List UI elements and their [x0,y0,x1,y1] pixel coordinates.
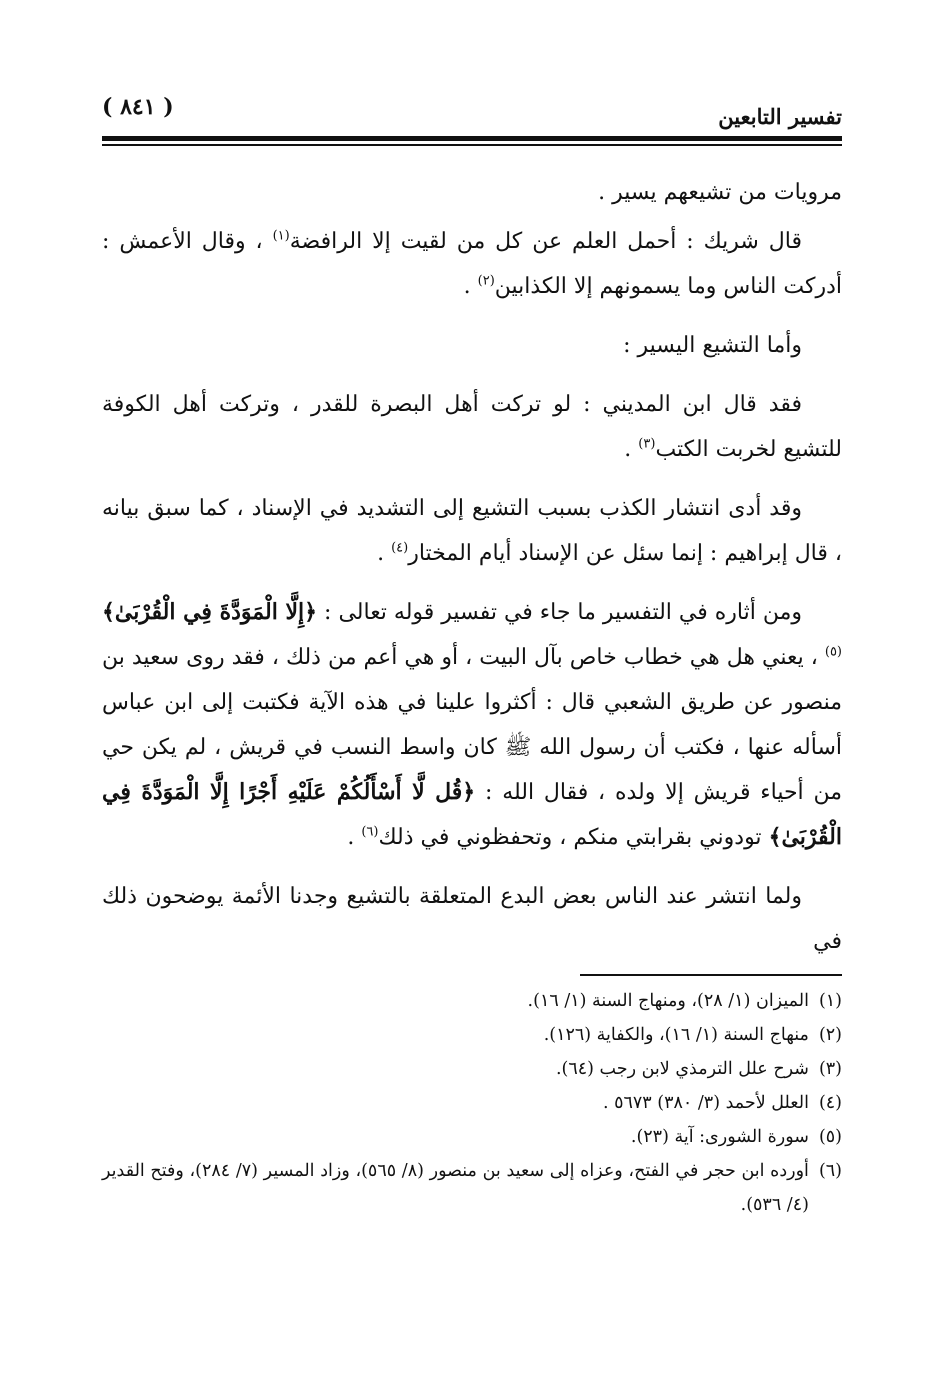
footnote-ref: (١) [272,228,290,244]
footnote-1 [102,984,842,1018]
paragraph-3 [102,323,842,368]
footnote-5 [102,1120,842,1154]
paragraph-text: تودوني بقرابتي منكم ، وتحفظوني في ذلك [378,825,769,850]
paragraph-text: وقد أدى انتشار الكذب بسبب التشيع إلى التشديد في الإسناد ، كما سبق بيانه ، قال إبراهيم : إنما سئل عن الإسناد أيام المختار [102,496,842,566]
page-number: ( ٨٤١ ) [102,94,174,120]
main-text [102,170,842,978]
paragraph-text: فقد قال ابن المديني : لو تركت أهل البصرة للقدر ، وتركت أهل الكوفة للتشيع لخربت الكتب [102,392,842,462]
footnote-4 [102,1086,842,1120]
quran-verse: ﴿إِلَّا الْمَوَدَّةَ فِي الْقُرْبَىٰ﴾ [102,599,318,625]
footnotes [102,984,842,1222]
footnote-number: (٥) [818,1127,842,1147]
paragraph-7 [102,874,842,964]
footnote-ref: (٤) [391,540,409,556]
footnote-number: (٢) [818,1025,842,1045]
paragraph-text: . [624,437,639,462]
footnote-text: شرح علل الترمذي لابن رجب (٦٤). [555,1059,809,1079]
footnote-number: (١) [818,991,842,1011]
paragraph-text: مرويات من تشيعهم يسير . [598,180,842,205]
page-header [102,92,842,132]
quran-verse: ﴿قُل لَّا أَسْأَلُكُمْ عَلَيْهِ أَجْرًا إِلَّا الْمَوَدَّةَ فِي الْقُرْبَىٰ﴾ [102,779,842,850]
paragraph-text: . [463,274,478,299]
running-title: تفسير التابعين [718,104,842,129]
footnote-6 [102,1154,842,1222]
paragraph-1 [102,170,842,215]
paragraph-text: قال شريك : أحمل العلم عن كل من لقيت إلا الرافضة [289,229,802,254]
paragraph-text: . [347,825,362,850]
footnote-text: العلل لأحمد (٣/ ٣٨٠) ٥٦٧٣ . [602,1093,809,1113]
footnote-number: (٦) [818,1161,842,1181]
header-rule-thin [102,144,842,146]
footnote-ref: (٥) [824,644,842,660]
paragraph-4 [102,382,842,472]
paragraph-text: ، يعني هل هي خطاب خاص بآل البيت ، أو هي أعم من ذلك ، فقد روى سعيد بن منصور عن طريق الشعبي قال : أكثروا علينا في هذه الآية فكتبت إلى ابن عباس أسأله عنها ، فكتب أن رسول الله ﷺ كان واسط النسب في قريش ، لم يكن حي من أحياء قريش إلا ولده ، فقال الله : [102,645,843,805]
footnote-separator [580,974,842,976]
footnote-ref: (٦) [361,824,379,840]
paragraph-6 [102,590,842,860]
footnote-number: (٤) [818,1093,842,1113]
paragraph-text: ، وقال الأعمش : أدركت الناس وما يسمونهم إلا الكذابين [102,229,842,299]
footnote-text: أورده ابن حجر في الفتح، وعزاه إلى سعيد بن منصور (٨/ ٥٦٥)، وزاد المسير (٧/ ٢٨٤)، وفتح القدير (٤/ ٥٣٦). [102,1161,809,1215]
footnote-ref: (٢) [477,273,495,289]
paragraph-text: . [377,541,392,566]
footnote-text: الميزان (١/ ٢٨)، ومنهاج السنة (١/ ١٦). [527,991,809,1011]
footnote-text: منهاج السنة (١/ ١٦)، والكفاية (١٢٦). [543,1025,809,1045]
footnote-3 [102,1052,842,1086]
paragraph-2 [102,219,842,309]
paragraph-5 [102,486,842,576]
footnote-2 [102,1018,842,1052]
footnote-text: سورة الشورى: آية (٢٣). [630,1127,809,1147]
paragraph-text: ومن أثاره في التفسير ما جاء في تفسير قوله تعالى : [317,600,802,625]
footnote-number: (٣) [818,1059,842,1079]
paragraph-text: وأما التشيع اليسير : [623,333,802,358]
paragraph-text: ولما انتشر عند الناس بعض البدع المتعلقة بالتشيع وجدنا الأئمة يوضحون ذلك في [102,884,842,954]
header-rule-thick [102,136,842,141]
footnote-ref: (٣) [638,436,656,452]
